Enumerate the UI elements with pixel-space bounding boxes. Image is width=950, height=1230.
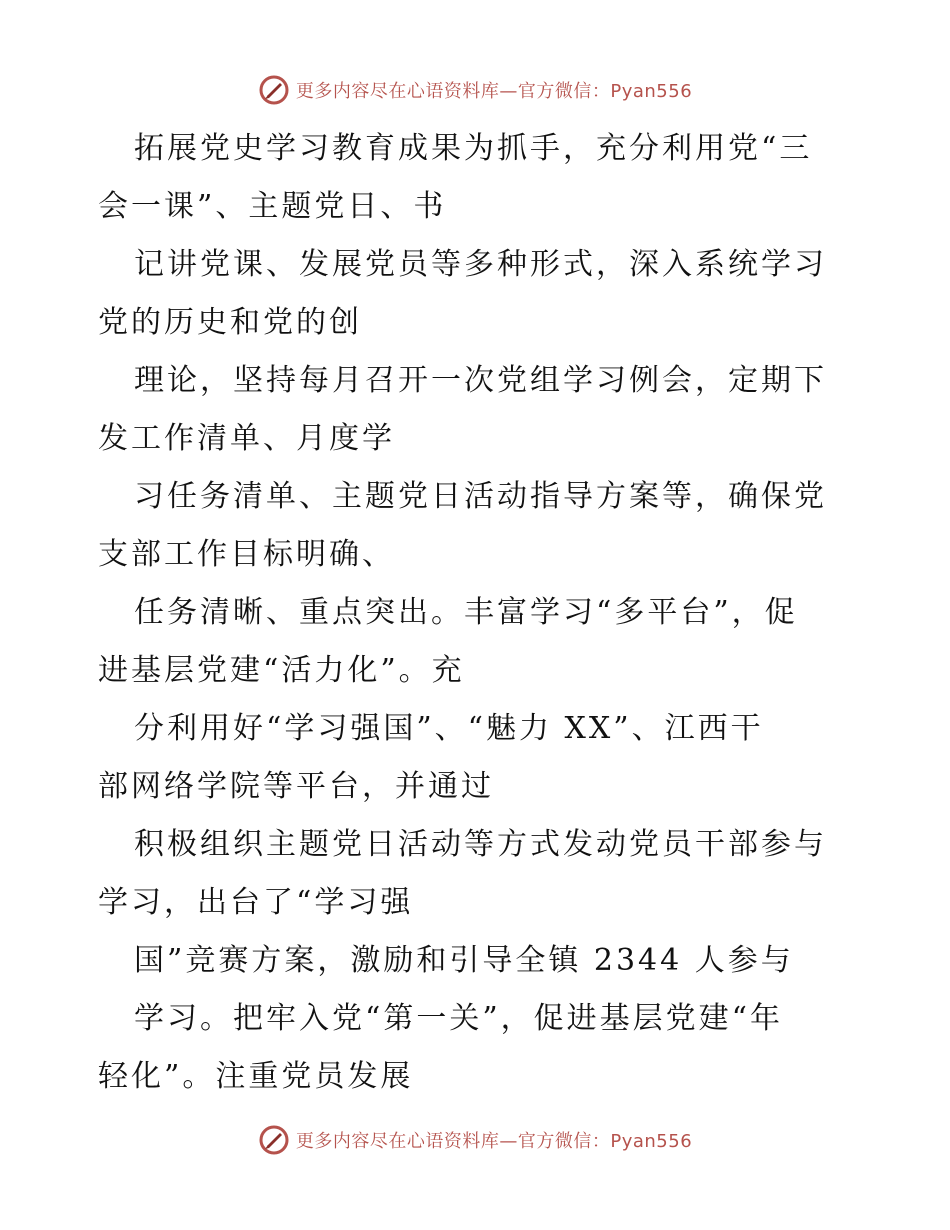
text-line: 发工作清单、月度学: [98, 421, 395, 456]
text-line: 部网络学院等平台，并通过: [98, 769, 494, 804]
text-line: 轻化”。注重党员发展: [98, 1059, 414, 1094]
text-line: 学习。把牢入党“第一关”，促进基层党建“年: [134, 1001, 784, 1036]
text-line: 学习，出台了“学习强: [98, 885, 414, 920]
text-line: 任务清晰、重点突出。丰富学习“多平台”，促: [134, 595, 798, 630]
text-line: 会一课”、主题党日、书: [98, 189, 447, 224]
footer-watermark: [0, 1120, 950, 1160]
quill-circle-logo-icon: [258, 74, 290, 106]
watermark-text: 更多内容尽在心语资料库—官方微信：Pyan556: [295, 1131, 693, 1152]
text-line: 支部工作目标明确、: [98, 537, 395, 572]
document-body: [98, 120, 858, 1106]
text-line: 拓展党史学习教育成果为抓手，充分利用党“三: [134, 131, 813, 166]
text-line: 积极组织主题党日活动等方式发动党员干部参与: [134, 827, 827, 862]
text-line: 习任务清单、主题党日活动指导方案等，确保党: [134, 479, 827, 514]
text-line: 进基层党建“活力化”。充: [98, 653, 465, 688]
text-line: 记讲党课、发展党员等多种形式，深入系统学习: [134, 247, 827, 282]
watermark-text: 更多内容尽在心语资料库—官方微信：Pyan556: [295, 81, 693, 102]
text-line: 国”竞赛方案，激励和引导全镇 2344 人参与: [134, 943, 794, 978]
header-watermark: [0, 70, 950, 110]
text-line: 分利用好“学习强国”、“魅力 XX”、江西干: [134, 711, 764, 746]
text-line: 党的历史和党的创: [98, 305, 362, 340]
quill-circle-logo-icon: [258, 1124, 290, 1156]
text-line: 理论，坚持每月召开一次党组学习例会，定期下: [134, 363, 827, 398]
